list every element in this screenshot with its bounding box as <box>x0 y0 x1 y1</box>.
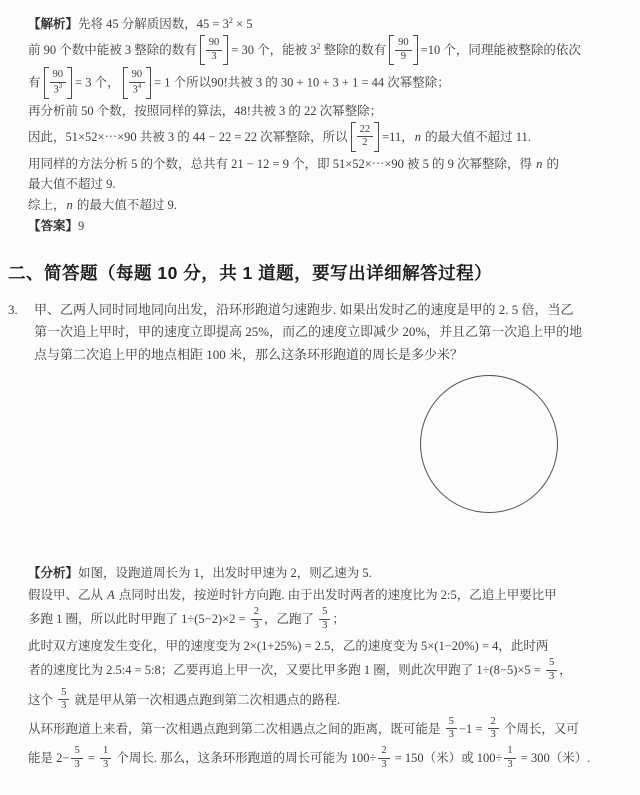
math-variable: A <box>107 587 115 602</box>
fraction-numerator: 1 <box>504 745 515 759</box>
text-run: 整除的数有 <box>320 42 387 57</box>
text-run: 者的速度比为 2.5:4 = 5:8；乙要再追上甲一次，又要比甲多跑 1 圈，则此次甲跑了 1÷(8−5)×5 = <box>28 663 544 678</box>
right-bracket-icon <box>223 35 228 65</box>
problem-number: 3. <box>8 301 18 317</box>
fraction-denominator: 3 <box>74 758 80 770</box>
text-run: 多跑 1 圈，所以此时甲跑了 1÷(5−2)×2 = <box>28 612 249 627</box>
text-run: = <box>84 750 98 765</box>
circle-track-diagram <box>420 375 558 513</box>
text-run: 9 <box>78 218 85 233</box>
fraction-denominator: 3 <box>103 758 109 770</box>
floor-bracket-expression <box>44 67 73 99</box>
bold-label: 【分析】 <box>28 565 79 580</box>
text-line <box>28 196 630 215</box>
text-run: ； <box>332 612 345 627</box>
fraction-denominator: 3 <box>61 700 67 712</box>
text-run: 从环形跑道上来看，第一次相遇点跑到第二次相遇点之间的距离，既可能是 <box>28 721 444 736</box>
fraction <box>49 67 68 99</box>
fraction-numerator: 5 <box>446 716 457 730</box>
text-run: 就是甲从第一次相遇点跑到第二次相遇点的路程. <box>71 692 341 707</box>
text-run: ，乙跑了 <box>263 612 318 627</box>
fraction-denominator: $3^4$ <box>132 82 142 96</box>
fraction-denominator: 3 <box>490 729 496 741</box>
fraction <box>546 657 557 683</box>
text-run: 再分析前 50 个数，按照同样的算法，48!共被 3 的 22 次幂整除； <box>28 103 383 118</box>
text-run: = 150（米）或 100÷ <box>391 750 503 765</box>
text-run: 因此，51×52×⋯×90 共被 3 的 44 − 22 = 22 次幂整除，所以 <box>28 129 348 144</box>
right-bracket-icon <box>413 35 418 65</box>
text-run: = 3 个， <box>75 75 120 90</box>
text-line <box>28 746 630 772</box>
fraction <box>319 606 330 632</box>
text-run: 综上， <box>28 198 66 213</box>
text-line <box>28 688 630 714</box>
text-line <box>28 123 630 153</box>
text-run: = 1 个所以90!共被 3 的 30 + 10 + 3 + 1 = 44 次幂整除； <box>154 75 450 90</box>
fraction <box>128 67 147 99</box>
right-bracket-icon <box>67 67 72 99</box>
fraction <box>446 716 457 742</box>
math-variable: n <box>414 129 421 144</box>
text-run: 假设甲、乙从 <box>28 587 107 602</box>
text-line <box>28 717 630 743</box>
text-run: 前 90 个数中能被 3 整除的数有 <box>28 42 197 57</box>
math-variable: n <box>536 156 543 171</box>
text-line <box>28 607 630 633</box>
text-line <box>28 175 630 194</box>
text-line <box>28 217 630 236</box>
text-run: =10 个，同理能被整除的依次 <box>420 42 581 57</box>
text-line <box>28 36 630 66</box>
section-header: 二、简答题（每题 10 分，共 1 道题，要写出详细解答过程） <box>8 262 493 283</box>
fraction <box>71 745 82 771</box>
text-line <box>28 15 630 34</box>
diagram-area <box>0 367 640 561</box>
text-line <box>28 658 630 684</box>
fraction-denominator: 3 <box>211 50 217 62</box>
right-bracket-icon <box>146 67 151 99</box>
bold-label: 【答案】 <box>28 218 79 233</box>
fraction <box>58 687 69 713</box>
floor-bracket-expression <box>351 122 380 152</box>
fraction <box>504 745 515 771</box>
text-run: 先将 45 分解质因数，45 = 3 <box>78 17 229 32</box>
text-run: 能是 2− <box>28 750 70 765</box>
fraction-numerator: 90 <box>206 37 223 51</box>
fraction-numerator: 90 <box>50 69 67 83</box>
fraction <box>356 122 375 152</box>
fraction-numerator: 5 <box>71 745 82 759</box>
superscript: 2 <box>228 16 233 25</box>
fraction <box>205 35 224 65</box>
text-run: −1 = <box>458 721 486 736</box>
fraction <box>488 716 499 742</box>
problem-line: 点与第二次追上甲的地点相距 100 米，那么这条环形跑道的周长是多少米？ <box>34 347 464 363</box>
floor-bracket-expression <box>389 35 418 65</box>
text-run: 此时双方速度发生变化，甲的速度变为 2×(1+25%) = 2.5，乙的速度变为 5×(1−20%) = 4，此时两 <box>28 638 549 653</box>
text-run: × 5 <box>232 17 253 32</box>
fraction-denominator: 3 <box>548 671 555 682</box>
right-bracket-icon <box>374 122 379 152</box>
superscript: 4 <box>137 82 142 90</box>
text-run: = 30 个，能被 3 <box>231 42 317 57</box>
fraction-denominator: 3 <box>322 620 328 632</box>
floor-bracket-expression <box>123 67 152 99</box>
problem-3 <box>8 299 632 367</box>
fraction-denominator: 3 <box>381 758 387 770</box>
fraction-denominator: 3 <box>507 758 513 770</box>
analysis-block <box>28 564 630 772</box>
text-line <box>28 155 630 174</box>
problem-line: 第一次追上甲时，甲的速度立即提高 25%，而乙的速度立即减少 20%，并且乙第一次追上甲的地 <box>34 324 583 340</box>
superscript: 2 <box>316 41 321 51</box>
bold-label: 【解析】 <box>28 17 79 32</box>
fraction-denominator: 2 <box>362 137 368 149</box>
fraction <box>378 745 389 771</box>
text-run: 的最大值不超过 11. <box>421 129 531 144</box>
text-run: 的 <box>543 156 560 171</box>
text-run: 有 <box>28 75 41 90</box>
floor-bracket-expression <box>200 35 229 65</box>
fraction-numerator: 2 <box>378 745 389 759</box>
text-line <box>28 68 630 100</box>
math-variable: n <box>66 198 73 213</box>
fraction-denominator: 3 <box>448 729 454 741</box>
text-line <box>28 564 630 583</box>
text-run: 这个 <box>28 692 57 707</box>
text-line <box>28 586 630 605</box>
text-run: 点同时出发，按逆时针方向跑. 由于出发时两者的速度比为 2:5，乙追上甲要比甲 <box>115 587 557 602</box>
fraction-numerator: 5 <box>546 657 557 671</box>
text-run: 最大值不超过 9. <box>28 177 116 192</box>
fraction-numerator: 5 <box>319 606 330 620</box>
text-run: 如图，设跑道周长为 1，出发时甲速为 2，则乙速为 5. <box>78 565 372 580</box>
fraction-denominator: $3^3$ <box>53 82 63 96</box>
text-run: 用同样的方法分析 5 的个数，总共有 21 − 12 = 9 个，即 51×52×⋯×90 被 5 的 9 次幂整除，得 <box>28 156 536 171</box>
fraction-numerator: 90 <box>395 37 412 51</box>
text-line <box>28 102 630 121</box>
problem-text <box>34 299 632 367</box>
text-run: 个周长. 那么，这条环形跑道的周长可能为 100÷ <box>113 750 377 765</box>
fraction-denominator: 9 <box>400 50 407 62</box>
fraction <box>394 35 413 65</box>
fraction-numerator: 5 <box>58 687 69 701</box>
fraction-denominator: 3 <box>253 620 259 632</box>
fraction-numerator: 90 <box>129 69 146 83</box>
fraction <box>100 745 111 771</box>
fraction <box>251 606 262 632</box>
text-line <box>28 637 630 656</box>
text-run: =11， <box>382 129 414 144</box>
fraction-numerator: 2 <box>488 716 499 730</box>
solution-block <box>28 0 630 236</box>
text-run: 个周长，又可 <box>500 721 579 736</box>
superscript: 3 <box>58 82 63 90</box>
fraction-numerator: 22 <box>357 124 374 138</box>
fraction-numerator: 2 <box>251 606 262 620</box>
problem-line: 甲、乙两人同时同地同向出发，沿环形跑道匀速跑步. 如果出发时乙的速度是甲的 2. 5 倍，当乙 <box>34 301 574 317</box>
text-run: = 300（米）. <box>517 750 591 765</box>
fraction-numerator: 1 <box>100 745 111 759</box>
text-run: 的最大值不超过 9. <box>73 198 177 213</box>
text-run: ， <box>559 663 572 678</box>
